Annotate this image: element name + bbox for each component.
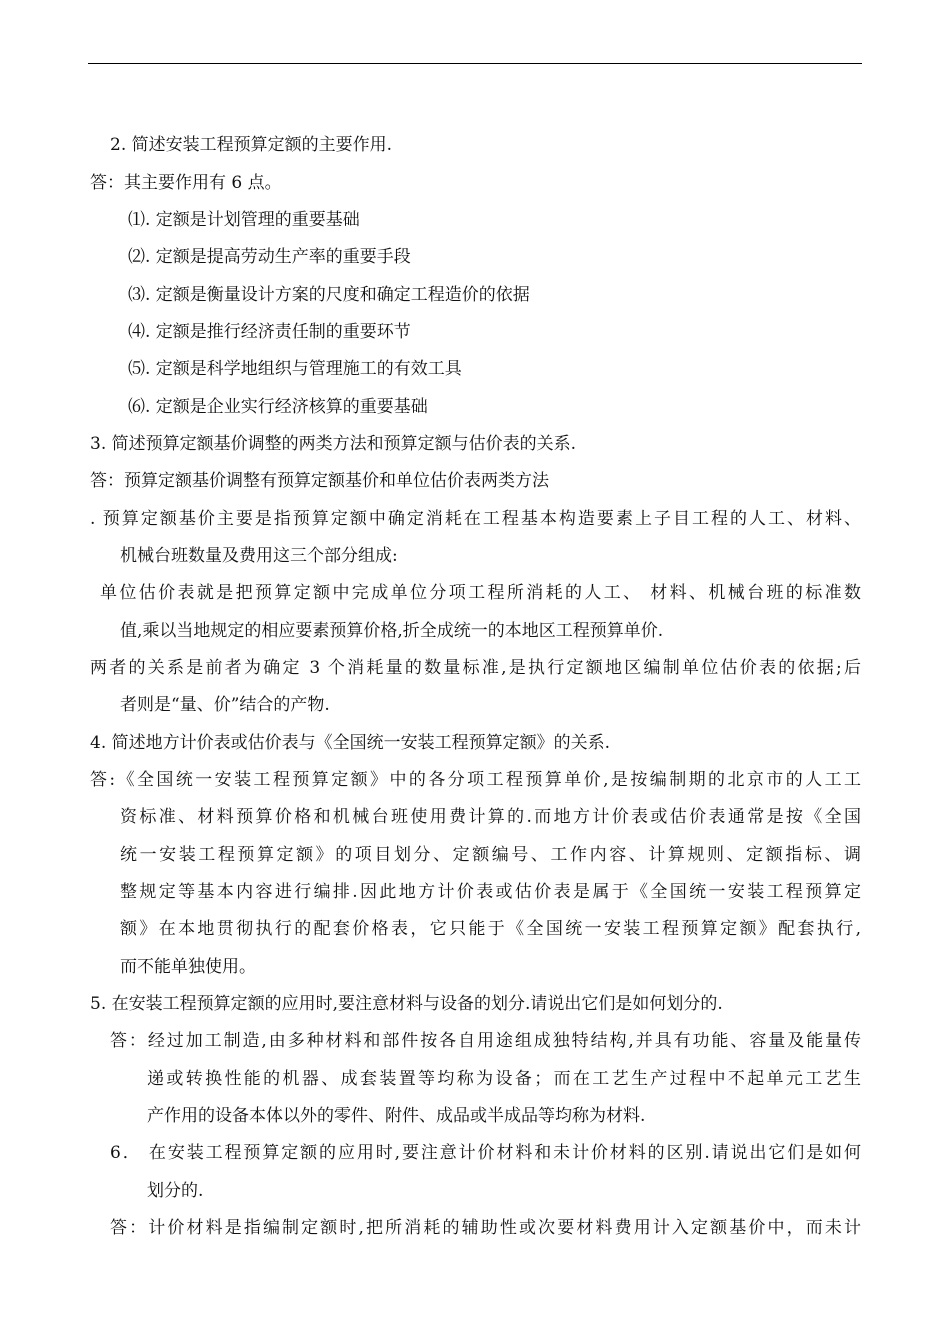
answer-4-line-5: 额》在本地贯彻执行的配套价格表，它只能于《全国统一安装工程预算定额》配套执行, [120,919,861,939]
list-item-2: ⑵. 定额是提高劳动生产率的重要手段 [128,247,411,267]
answer-4-line-2: 资标准、材料预算价格和机械台班使用费计算的.而地方计价表或估价表通常是按《全国 [120,807,861,827]
answer-3-line-7: 者则是“量、价”结合的产物. [120,695,330,715]
answer-3-line-6: 两者的关系是前者为确定 3 个消耗量的数量标准,是执行定额地区编制单位估价表的依据;后 [90,658,861,678]
answer-5-line-3: 产作用的设备本体以外的零件、附件、成品或半成品等均称为材料. [147,1106,646,1126]
question-2: 2. 简述安装工程预算定额的主要作用. [110,135,393,155]
answer-3-line-5: 值,乘以当地规定的相应要素预算价格,折全成统一的本地区工程预算单价. [120,621,664,641]
header-rule [88,63,862,64]
question-6-line-2: 划分的. [147,1181,204,1201]
question-4: 4. 简述地方计价表或估价表与《全国统一安装工程预算定额》的关系. [90,733,611,753]
answer-2-intro: 答：其主要作用有 6 点。 [90,173,282,193]
answer-4-line-4: 整规定等基本内容进行编排.因此地方计价表或估价表是属于《全国统一安装工程预算定 [120,882,861,902]
question-6-line-1: 6． 在安装工程预算定额的应用时,要注意计价材料和未计价材料的区别.请说出它们是如何 [110,1143,861,1163]
answer-3-line-1: 答：预算定额基价调整有预算定额基价和单位估价表两类方法 [90,471,549,491]
answer-3-line-4: 单位估价表就是把预算定额中完成单位分项工程所消耗的人工、 材料、机械台班的标准数 [100,583,861,603]
answer-6-line-1: 答：计价材料是指编制定额时,把所消耗的辅助性或次要材料费用计入定额基价中，而未计 [110,1218,861,1238]
list-item-5: ⑸. 定额是科学地组织与管理施工的有效工具 [128,359,462,379]
question-3: 3. 简述预算定额基价调整的两类方法和预算定额与估价表的关系. [90,434,577,454]
list-item-3: ⑶. 定额是衡量设计方案的尺度和确定工程造价的依据 [128,285,530,305]
list-item-6: ⑹. 定额是企业实行经济核算的重要基础 [128,397,428,417]
answer-3-line-3: 机械台班数量及费用这三个部分组成: [120,546,398,566]
answer-3-line-2: . 预算定额基价主要是指预算定额中确定消耗在工程基本构造要素上子目工程的人工、材料、 [90,509,861,529]
list-item-1: ⑴. 定额是计划管理的重要基础 [128,210,360,230]
question-5: 5. 在安装工程预算定额的应用时,要注意材料与设备的划分.请说出它们是如何划分的. [90,994,723,1014]
answer-4-line-6: 而不能单独使用。 [120,957,256,977]
answer-4-line-1: 答:《全国统一安装工程预算定额》中的各分项工程预算单价,是按编制期的北京市的人工工 [90,770,861,790]
answer-4-line-3: 统一安装工程预算定额》的项目划分、定额编号、工作内容、计算规则、定额指标、调 [120,845,861,865]
list-item-4: ⑷. 定额是推行经济责任制的重要环节 [128,322,411,342]
answer-5-line-1: 答：经过加工制造,由多种材料和部件按各自用途组成独特结构,并具有功能、容量及能量传 [110,1031,861,1051]
answer-5-line-2: 递或转换性能的机器、成套装置等均称为设备；而在工艺生产过程中不起单元工艺生 [147,1069,861,1089]
